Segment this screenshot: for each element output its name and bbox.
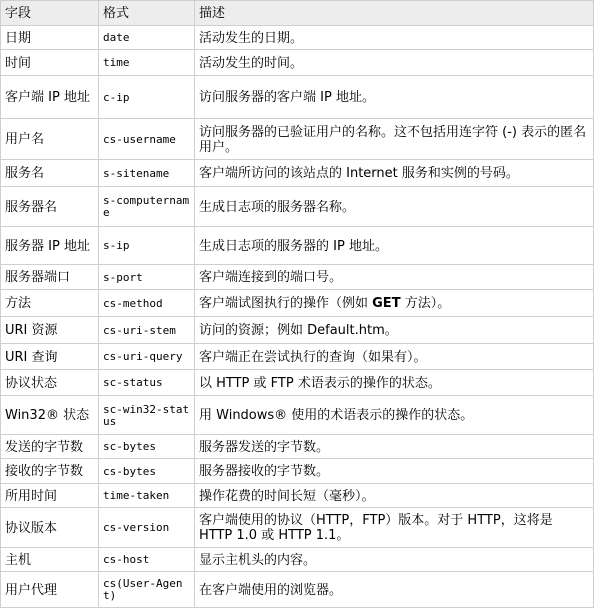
format-cell: date [99,26,195,50]
format-cell: sc-status [99,370,195,396]
field-cell: 用户代理 [1,572,99,608]
format-cell: cs-username [99,119,195,160]
table-row [1,484,594,508]
table-row [1,227,594,265]
description-cell: 以 HTTP 或 FTP 术语表示的操作的状态。 [195,370,594,396]
description-cell: 活动发生的时间。 [195,50,594,76]
field-cell: 所用时间 [1,484,99,508]
description-cell: 服务器发送的字节数。 [195,435,594,459]
format-cell: time [99,50,195,76]
field-cell: 服务器 IP 地址 [1,227,99,265]
description-cell: 生成日志项的服务器名称。 [195,187,594,227]
method-keyword: GET [372,296,401,311]
description-cell: 操作花费的时间长短（毫秒）。 [195,484,594,508]
format-cell: cs-version [99,508,195,548]
format-cell: sc-bytes [99,435,195,459]
description-cell: 客户端所访问的该站点的 Internet 服务和实例的号码。 [195,160,594,187]
field-cell: URI 查询 [1,344,99,370]
description-cell: 生成日志项的服务器的 IP 地址。 [195,227,594,265]
field-cell: 时间 [1,50,99,76]
table-row [1,290,594,317]
format-cell: cs-method [99,290,195,317]
format-cell: cs-uri-query [99,344,195,370]
description-cell: 访问的资源；例如 Default.htm。 [195,317,594,344]
format-cell: time-taken [99,484,195,508]
table-row [1,265,594,290]
format-cell: cs(User-Agent) [99,572,195,608]
description-cell: 客户端连接到的端口号。 [195,265,594,290]
format-cell: s-ip [99,227,195,265]
field-cell: 日期 [1,26,99,50]
description-cell [195,290,594,317]
table-row [1,548,594,572]
field-cell: 协议状态 [1,370,99,396]
field-cell: 客户端 IP 地址 [1,76,99,119]
table-row [1,160,594,187]
field-cell: Win32® 状态 [1,396,99,435]
table-row [1,26,594,50]
format-cell: s-computername [99,187,195,227]
header-field: 字段 [1,1,99,26]
table-row [1,435,594,459]
table-row [1,76,594,119]
field-cell: 协议版本 [1,508,99,548]
table-row [1,317,594,344]
format-cell: cs-host [99,548,195,572]
description-cell: 在客户端使用的浏览器。 [195,572,594,608]
field-cell: 服务器名 [1,187,99,227]
format-cell: cs-bytes [99,459,195,484]
field-cell: URI 资源 [1,317,99,344]
field-cell: 用户名 [1,119,99,160]
format-cell: c-ip [99,76,195,119]
description-cell: 访问服务器的客户端 IP 地址。 [195,76,594,119]
field-cell: 服务器端口 [1,265,99,290]
description-cell: 显示主机头的内容。 [195,548,594,572]
field-cell: 方法 [1,290,99,317]
description-cell: 客户端正在尝试执行的查询（如果有）。 [195,344,594,370]
field-cell: 主机 [1,548,99,572]
table-row [1,344,594,370]
table-row [1,50,594,76]
format-cell: cs-uri-stem [99,317,195,344]
table-row [1,119,594,160]
table-row [1,508,594,548]
field-cell: 接收的字节数 [1,459,99,484]
table-row [1,187,594,227]
header-format: 格式 [99,1,195,26]
header-description: 描述 [195,1,594,26]
description-cell: 用 Windows® 使用的术语表示的操作的状态。 [195,396,594,435]
format-cell: s-port [99,265,195,290]
description-text: 方法）。 [400,296,451,311]
description-text: 客户端试图执行的操作（例如 [199,296,373,311]
field-cell: 发送的字节数 [1,435,99,459]
table-row [1,572,594,608]
table-header-row [1,1,594,26]
table-row [1,459,594,484]
description-cell: 访问服务器的已验证用户的名称。这不包括用连字符 (-) 表示的匿名用户。 [195,119,594,160]
description-cell: 客户端使用的协议（HTTP，FTP）版本。对于 HTTP，这将是 HTTP 1.0 或 HTTP 1.1。 [195,508,594,548]
table-row [1,370,594,396]
format-cell: sc-win32-status [99,396,195,435]
field-cell: 服务名 [1,160,99,187]
description-cell: 服务器接收的字节数。 [195,459,594,484]
description-cell: 活动发生的日期。 [195,26,594,50]
format-cell: s-sitename [99,160,195,187]
table-row [1,396,594,435]
